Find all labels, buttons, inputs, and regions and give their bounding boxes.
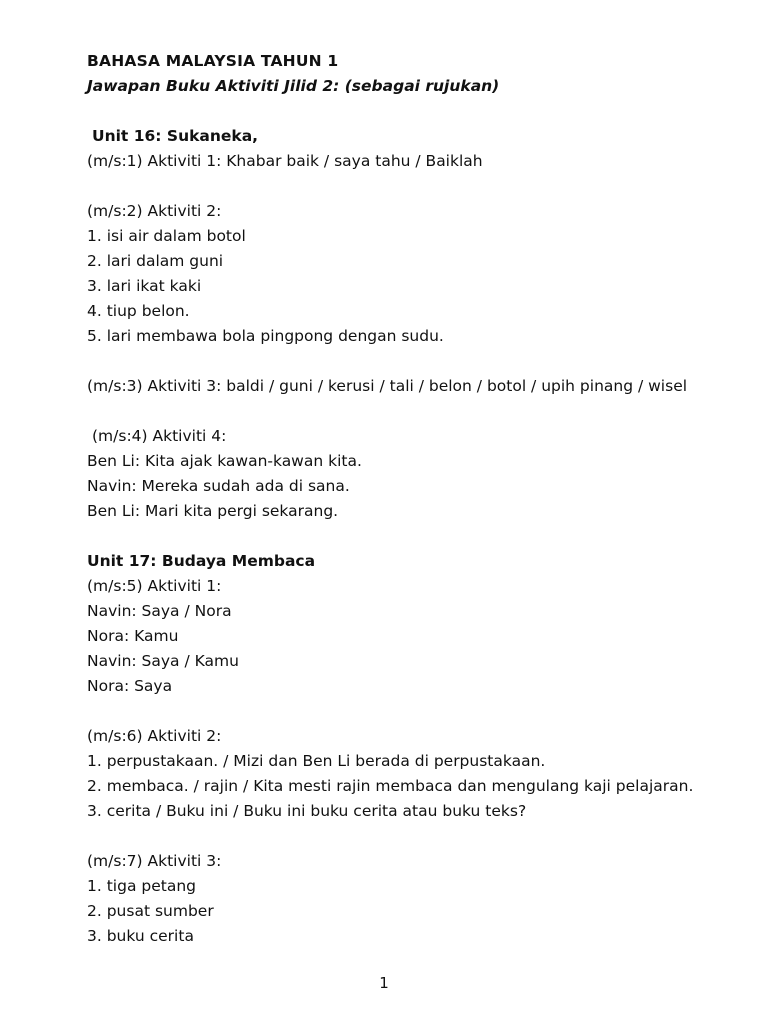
list-item: 5. lari membawa bola pingpong dengan sudu.: [87, 327, 444, 345]
list-item: 1. tiga petang: [87, 877, 196, 895]
dialogue-line: Navin: Mereka sudah ada di sana.: [87, 477, 350, 495]
list-item: 3. buku cerita: [87, 927, 194, 945]
dialogue-line: Navin: Saya / Nora: [87, 602, 232, 620]
list-item: 2. membaca. / rajin / Kita mesti rajin membaca dan mengulang kaji pelajaran.: [87, 777, 694, 795]
spacer: [87, 349, 737, 374]
unit-17-activity-1-label: (m/s:5) Aktiviti 1:: [87, 577, 222, 595]
unit-16-activity-3: (m/s:3) Aktiviti 3: baldi / guni / kerusi / tali / belon / botol / upih pinang / wisel: [87, 377, 688, 395]
spacer: [87, 524, 737, 549]
list-item: 4. tiup belon.: [87, 302, 190, 320]
list-item: 1. isi air dalam botol: [87, 227, 246, 245]
document-subtitle: Jawapan Buku Aktiviti Jilid 2: (sebagai rujukan): [87, 77, 500, 95]
unit-17-activity-2-label: (m/s:6) Aktiviti 2:: [87, 727, 222, 745]
document-page: [87, 49, 737, 949]
list-item: 1. perpustakaan. / Mizi dan Ben Li berada di perpustakaan.: [87, 752, 546, 770]
spacer: [87, 824, 737, 849]
unit-16-activity-2-label: (m/s:2) Aktiviti 2:: [87, 202, 222, 220]
unit-16-activity-4-label: (m/s:4) Aktiviti 4:: [92, 427, 227, 445]
unit-17-activity-3-label: (m/s:7) Aktiviti 3:: [87, 852, 222, 870]
document-title: BAHASA MALAYSIA TAHUN 1: [87, 52, 339, 70]
dialogue-line: Ben Li: Kita ajak kawan-kawan kita.: [87, 452, 362, 470]
spacer: [87, 699, 737, 724]
dialogue-line: Ben Li: Mari kita pergi sekarang.: [87, 502, 339, 520]
dialogue-line: Nora: Kamu: [87, 627, 179, 645]
unit-16-activity-1: (m/s:1) Aktiviti 1: Khabar baik / saya tahu / Baiklah: [87, 152, 483, 170]
list-item: 3. cerita / Buku ini / Buku ini buku cerita atau buku teks?: [87, 802, 527, 820]
list-item: 2. lari dalam guni: [87, 252, 224, 270]
unit-17-heading: Unit 17: Budaya Membaca: [87, 552, 316, 570]
spacer: [87, 399, 737, 424]
dialogue-line: Nora: Saya: [87, 677, 173, 695]
page-number: 1: [379, 974, 389, 992]
spacer: [87, 99, 737, 124]
list-item: 3. lari ikat kaki: [87, 277, 202, 295]
unit-16-heading: Unit 16: Sukaneka,: [92, 127, 259, 145]
dialogue-line: Navin: Saya / Kamu: [87, 652, 239, 670]
spacer: [87, 174, 737, 199]
list-item: 2. pusat sumber: [87, 902, 214, 920]
